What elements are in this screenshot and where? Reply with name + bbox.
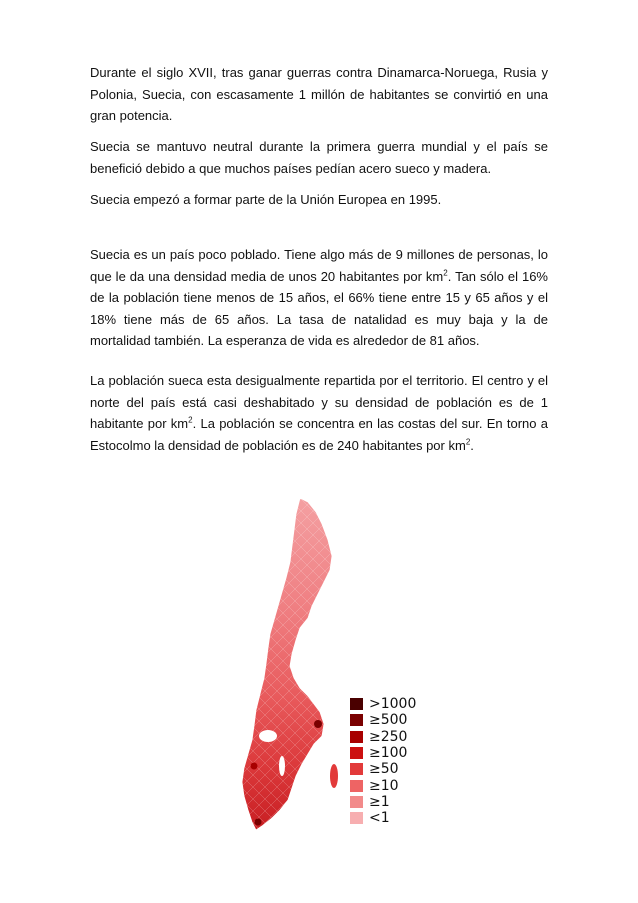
legend-item bbox=[350, 777, 430, 793]
legend-label: <1 bbox=[369, 810, 390, 827]
legend-item bbox=[350, 761, 430, 777]
paragraph-text: Suecia se mantuvo neutral durante la primera guerra mundial y el país se benefició debido a que muchos países pedían acero sueco y madera. bbox=[90, 139, 548, 176]
stockholm-dot bbox=[314, 720, 322, 728]
superscript: 2 bbox=[443, 268, 448, 278]
paragraph-text: Suecia empezó a formar parte de la Unión Europea en 1995. bbox=[90, 192, 442, 207]
legend-label: ≥50 bbox=[369, 761, 399, 778]
lake-vattern bbox=[279, 756, 285, 776]
legend-label: >1000 bbox=[369, 696, 417, 713]
legend-swatch bbox=[350, 698, 363, 710]
sweden-map-graphic bbox=[238, 496, 348, 836]
sweden-density-map bbox=[238, 496, 348, 836]
superscript: 2 bbox=[465, 437, 471, 447]
legend-label: ≥10 bbox=[369, 777, 399, 794]
lake-vanern bbox=[259, 730, 277, 742]
gotland-island bbox=[330, 764, 338, 788]
legend-item bbox=[350, 810, 430, 826]
paragraph-population bbox=[90, 244, 548, 362]
legend-item bbox=[350, 794, 430, 810]
legend-item bbox=[350, 712, 430, 728]
gothenburg-dot bbox=[251, 763, 258, 770]
legend-label: ≥100 bbox=[369, 745, 408, 762]
legend-item bbox=[350, 745, 430, 761]
legend-swatch bbox=[350, 747, 363, 759]
text-run: . La población se concentra en las costas del sur. En torno a Estocolmo la densidad de población es de 240 habitantes por km bbox=[90, 416, 548, 453]
legend-swatch bbox=[350, 812, 363, 824]
legend-label: ≥1 bbox=[369, 793, 390, 810]
legend-swatch bbox=[350, 714, 363, 726]
malmo-dot bbox=[255, 819, 262, 826]
legend-swatch bbox=[350, 780, 363, 792]
paragraph-text: Durante el siglo XVII, tras ganar guerras contra Dinamarca-Noruega, Rusia y Polonia, Suecia, con escasamente 1 millón de habitantes se convirtió en una gran potencia. bbox=[90, 65, 548, 123]
superscript: 2 bbox=[188, 415, 193, 425]
legend-item bbox=[350, 696, 430, 712]
paragraph-eu bbox=[90, 189, 548, 221]
legend-item bbox=[350, 729, 430, 745]
legend-swatch bbox=[350, 731, 363, 743]
paragraph-text bbox=[90, 370, 548, 456]
text-run: Suecia es un país poco poblado. Tiene algo más de 9 millones de personas, lo que le da una densidad media de unos 20 habitantes por km bbox=[90, 247, 548, 284]
paragraph-history bbox=[90, 62, 548, 137]
text-run: . Tan sólo el 16% de la población tiene menos de 15 años, el 66% tiene entre 15 y 65 años y el 18% tiene más de 65 años. La tasa de natalidad es muy baja y la de mortalidad también. La esperanza de vida es alrededor de 81 años. bbox=[90, 268, 548, 348]
paragraph-text bbox=[90, 244, 548, 352]
legend-swatch bbox=[350, 763, 363, 775]
legend-swatch bbox=[350, 796, 363, 808]
text-run: La población sueca esta desigualmente repartida por el territorio. El centro y el norte del país está casi deshabitado y su densidad de población es de 1 habitante por km bbox=[90, 373, 548, 431]
legend-label: ≥250 bbox=[369, 728, 408, 745]
legend-label: ≥500 bbox=[369, 712, 408, 729]
text-run: . bbox=[470, 437, 474, 453]
map-legend bbox=[350, 696, 430, 826]
paragraph-distribution bbox=[90, 370, 548, 466]
paragraph-neutrality bbox=[90, 136, 548, 189]
